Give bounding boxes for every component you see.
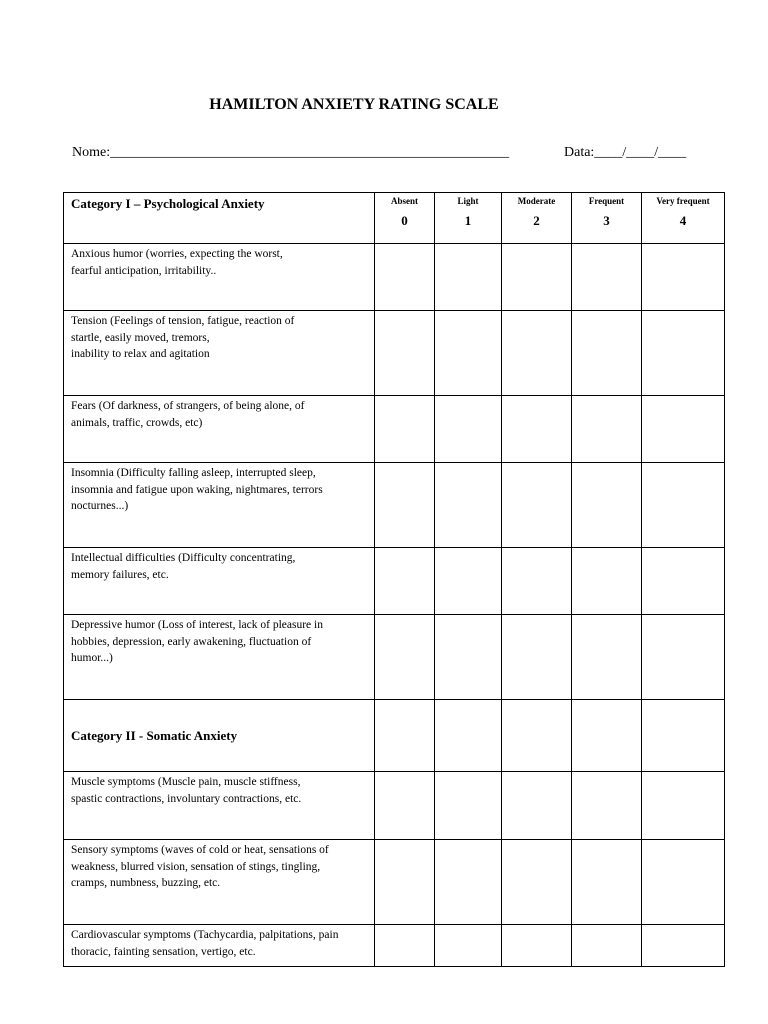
- page-title: HAMILTON ANXIETY RATING SCALE: [209, 96, 499, 113]
- rating-cell[interactable]: [502, 244, 572, 311]
- rating-label: Absent: [390, 196, 418, 206]
- table-row: [64, 772, 725, 840]
- symptom-description: Fears (Of darkness, of strangers, of being alone, of animals, traffic, crowds, etc): [64, 396, 375, 463]
- rating-cell[interactable]: [435, 548, 502, 615]
- rating-header-moderate: [502, 193, 572, 244]
- rating-cell[interactable]: [502, 615, 572, 700]
- table-header-row: [64, 193, 725, 244]
- rating-cell[interactable]: [375, 925, 435, 967]
- rating-cell[interactable]: [435, 311, 502, 396]
- rating-cell[interactable]: [572, 925, 642, 967]
- category-heading: Category II - Somatic Anxiety: [64, 700, 375, 772]
- rating-value: 4: [679, 213, 687, 228]
- rating-cell[interactable]: [572, 700, 642, 772]
- rating-cell[interactable]: [375, 244, 435, 311]
- symptom-description: Insomnia (Difficulty falling asleep, interrupted sleep, insomnia and fatigue upon waking, nightmares, terrors nocturnes...): [64, 463, 375, 548]
- rating-cell[interactable]: [642, 463, 725, 548]
- rating-cell[interactable]: [502, 700, 572, 772]
- rating-cell[interactable]: [435, 925, 502, 967]
- rating-cell[interactable]: [572, 244, 642, 311]
- rating-cell[interactable]: [642, 396, 725, 463]
- rating-cell[interactable]: [572, 396, 642, 463]
- table-row: [64, 840, 725, 925]
- category-row: [64, 700, 725, 772]
- rating-cell[interactable]: [502, 840, 572, 925]
- symptom-description: Sensory symptoms (waves of cold or heat, sensations of weakness, blurred vision, sensation of stings, tingling, cramps, numbness, buzzing, etc.: [64, 840, 375, 925]
- table-row: [64, 615, 725, 700]
- symptom-description: Depressive humor (Loss of interest, lack of pleasure in hobbies, depression, early awakening, fluctuation of humor...): [64, 615, 375, 700]
- rating-value: 0: [401, 213, 408, 228]
- rating-cell[interactable]: [642, 840, 725, 925]
- rating-header-light: [435, 193, 502, 244]
- rating-table: [63, 192, 725, 967]
- rating-cell[interactable]: [375, 463, 435, 548]
- rating-cell[interactable]: [572, 463, 642, 548]
- rating-label: Frequent: [588, 196, 625, 206]
- rating-cell[interactable]: [642, 244, 725, 311]
- table-row: [64, 925, 725, 967]
- rating-label: Light: [457, 196, 479, 206]
- rating-cell[interactable]: [375, 396, 435, 463]
- rating-cell[interactable]: [375, 700, 435, 772]
- name-field[interactable]: Nome:_________________________________________________________: [72, 145, 510, 160]
- symptom-description: Intellectual difficulties (Difficulty concentrating, memory failures, etc.: [64, 548, 375, 615]
- rating-cell[interactable]: [375, 311, 435, 396]
- rating-cell[interactable]: [375, 840, 435, 925]
- rating-cell[interactable]: [572, 772, 642, 840]
- rating-cell[interactable]: [502, 772, 572, 840]
- rating-value: 3: [603, 213, 610, 228]
- rating-value: 2: [533, 213, 540, 228]
- rating-cell[interactable]: [642, 700, 725, 772]
- rating-cell[interactable]: [502, 463, 572, 548]
- rating-cell[interactable]: [642, 311, 725, 396]
- table-row: [64, 548, 725, 615]
- rating-cell[interactable]: [435, 615, 502, 700]
- table-row: [64, 311, 725, 396]
- rating-cell[interactable]: [435, 244, 502, 311]
- rating-label: Very frequent: [656, 196, 710, 206]
- symptom-description: Anxious humor (worries, expecting the worst, fearful anticipation, irritability..: [64, 244, 375, 311]
- rating-header-frequent: [572, 193, 642, 244]
- rating-cell[interactable]: [642, 615, 725, 700]
- rating-cell[interactable]: [572, 840, 642, 925]
- rating-label: Moderate: [517, 196, 556, 206]
- rating-value: 1: [464, 213, 472, 228]
- category-heading: Category I – Psychological Anxiety: [64, 193, 375, 244]
- rating-cell[interactable]: [375, 772, 435, 840]
- rating-cell[interactable]: [375, 548, 435, 615]
- rating-cell[interactable]: [642, 925, 725, 967]
- symptom-description: Cardiovascular symptoms (Tachycardia, palpitations, pain thoracic, fainting sensation, vertigo, etc.: [64, 925, 375, 967]
- rating-header-very-frequent: [642, 193, 725, 244]
- rating-cell[interactable]: [435, 772, 502, 840]
- date-field[interactable]: Data:____/____/____: [564, 145, 687, 160]
- rating-cell[interactable]: [502, 548, 572, 615]
- rating-cell[interactable]: [435, 396, 502, 463]
- rating-cell[interactable]: [572, 311, 642, 396]
- symptom-description: Tension (Feelings of tension, fatigue, reaction of startle, easily moved, tremors, inability to relax and agitation: [64, 311, 375, 396]
- table-row: [64, 463, 725, 548]
- rating-cell[interactable]: [435, 700, 502, 772]
- rating-cell[interactable]: [572, 548, 642, 615]
- symptom-description: Muscle symptoms (Muscle pain, muscle stiffness, spastic contractions, involuntary contractions, etc.: [64, 772, 375, 840]
- rating-cell[interactable]: [375, 615, 435, 700]
- rating-cell[interactable]: [642, 772, 725, 840]
- rating-cell[interactable]: [642, 548, 725, 615]
- rating-cell[interactable]: [435, 840, 502, 925]
- table-row: [64, 244, 725, 311]
- table-row: [64, 396, 725, 463]
- rating-cell[interactable]: [502, 311, 572, 396]
- rating-cell[interactable]: [502, 925, 572, 967]
- rating-cell[interactable]: [502, 396, 572, 463]
- rating-cell[interactable]: [572, 615, 642, 700]
- rating-header-absent: [375, 193, 435, 244]
- rating-cell[interactable]: [435, 463, 502, 548]
